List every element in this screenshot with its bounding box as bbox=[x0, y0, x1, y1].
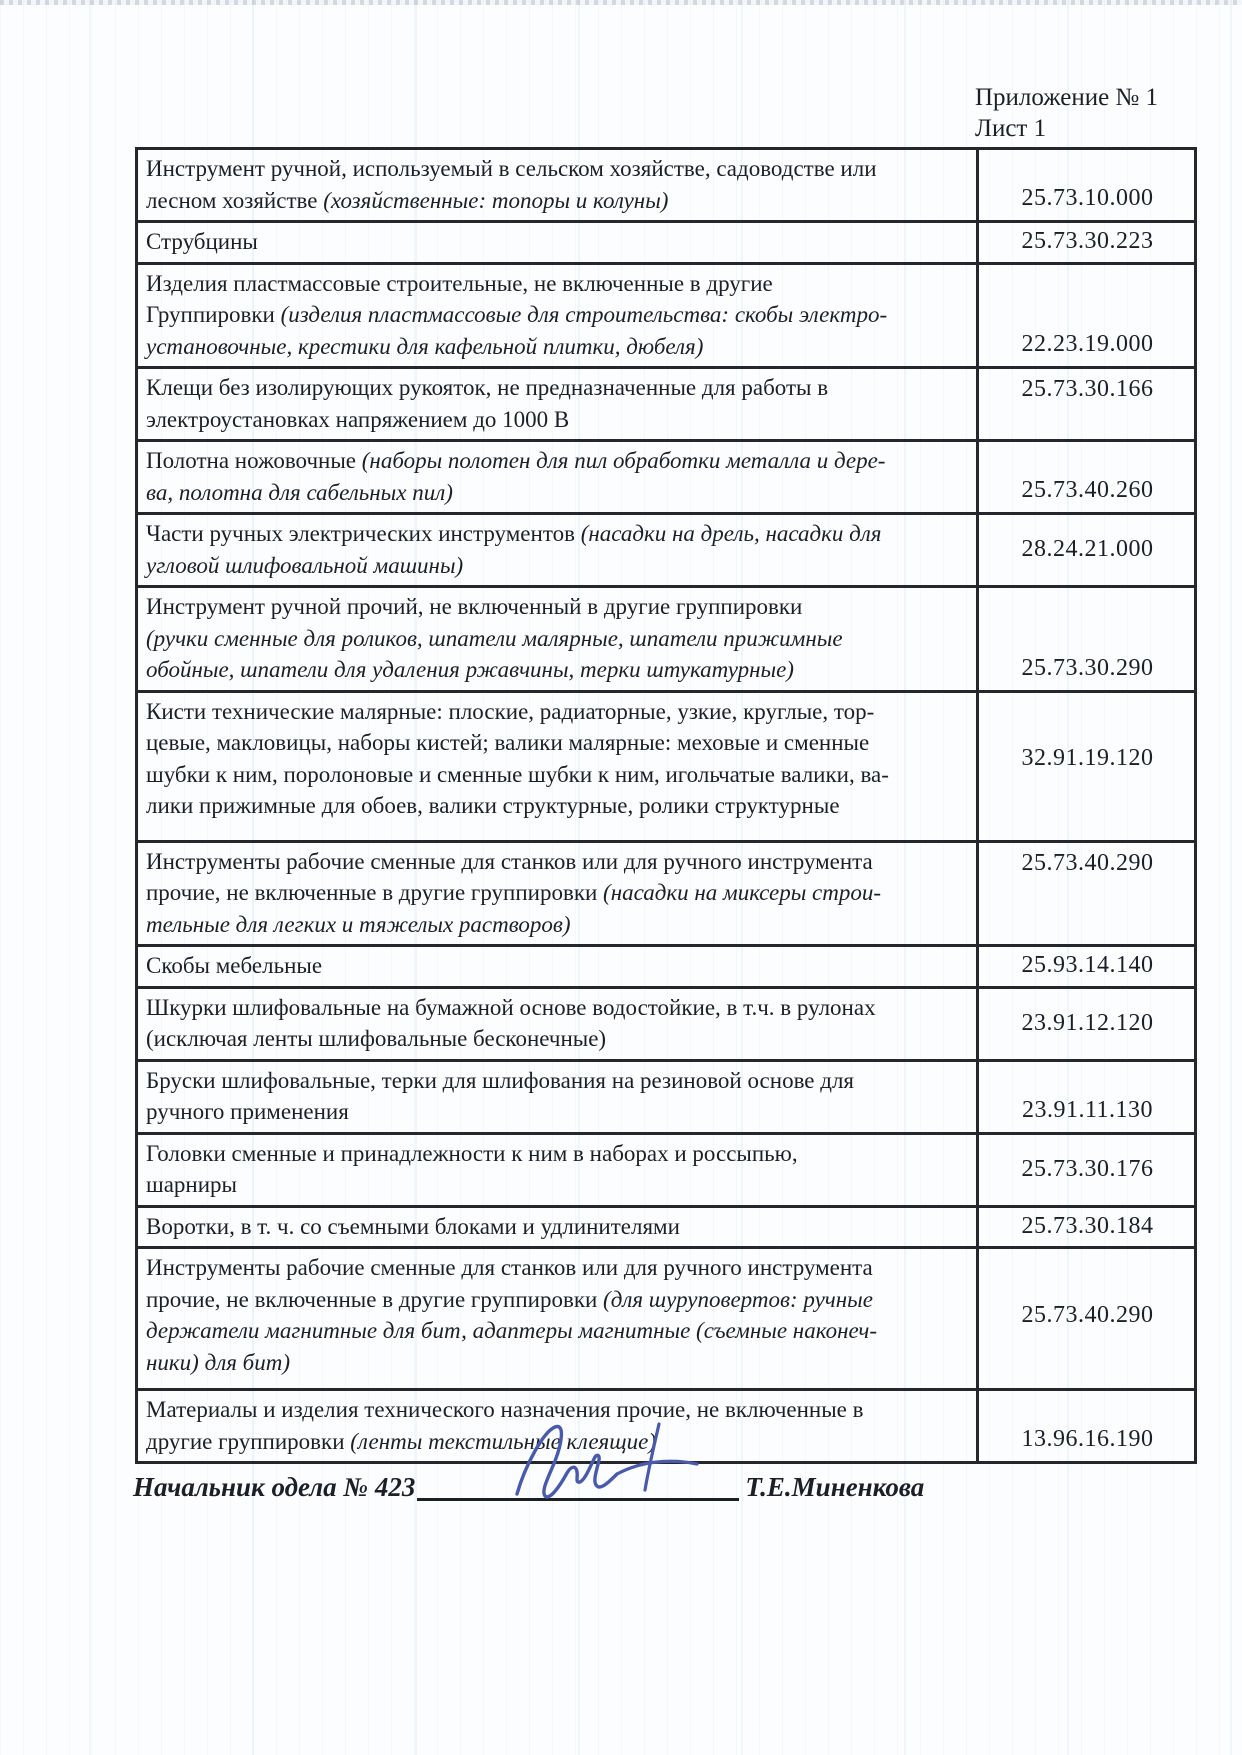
table-row bbox=[137, 263, 1196, 368]
codes-table-body bbox=[137, 149, 1196, 1463]
signature-block bbox=[133, 1458, 924, 1503]
position-label: Начальник одела № 423 bbox=[133, 1472, 416, 1502]
item-description: Инструменты рабочие сменные для станков или для ручного инструмента прочие, не включенные в другие группировки (для шуруповертов: ручные держатели магнитные для бит, адаптеры магнитные (съемные наконеч- ники) для бит) bbox=[137, 1248, 978, 1390]
table-row bbox=[137, 987, 1196, 1060]
item-code: 25.73.30.176 bbox=[978, 1133, 1196, 1206]
item-code: 25.73.40.290 bbox=[978, 1248, 1196, 1390]
item-description: Части ручных электрических инструментов (насадки на дрель, насадки для угловой шлифовальной машины) bbox=[137, 514, 978, 587]
item-description: Инструменты рабочие сменные для станков или для ручного инструмента прочие, не включенные в другие группировки (насадки на миксеры строи- тельные для легких и тяжелых растворов) bbox=[137, 841, 978, 946]
table-row bbox=[137, 1060, 1196, 1133]
item-code: 25.73.40.290 bbox=[978, 841, 1196, 946]
table-row bbox=[137, 368, 1196, 441]
item-code: 25.73.30.290 bbox=[978, 587, 1196, 692]
signature-scribble-icon bbox=[509, 1418, 709, 1504]
item-code: 25.73.30.166 bbox=[978, 368, 1196, 441]
item-description: Инструмент ручной прочий, не включенный в другие группировки (ручки сменные для роликов, шпатели малярные, шпатели прижимные обойные, шпатели для удаления ржавчины, терки штукатурные) bbox=[137, 587, 978, 692]
item-description: Бруски шлифовальные, терки для шлифования на резиновой основе для ручного применения bbox=[137, 1060, 978, 1133]
appendix-note bbox=[975, 82, 1158, 144]
item-description: Струбцины bbox=[137, 222, 978, 264]
table-row bbox=[137, 587, 1196, 692]
item-code: 25.93.14.140 bbox=[978, 946, 1196, 988]
product-codes-table bbox=[135, 147, 1197, 1464]
table-row bbox=[137, 841, 1196, 946]
item-description: Скобы мебельные bbox=[137, 946, 978, 988]
sheet-label: Лист 1 bbox=[975, 115, 1047, 142]
appendix-label: Приложение № 1 bbox=[975, 84, 1159, 111]
table-row bbox=[137, 946, 1196, 988]
signer-name: Т.Е.Миненкова bbox=[745, 1472, 925, 1502]
item-code: 25.73.30.223 bbox=[978, 222, 1196, 264]
item-code: 28.24.21.000 bbox=[978, 514, 1196, 587]
scan-noise-band bbox=[0, 0, 1242, 5]
table-row bbox=[137, 1206, 1196, 1248]
item-code: 25.73.30.184 bbox=[978, 1206, 1196, 1248]
item-description: Полотна ножовочные (наборы полотен для пил обработки металла и дере- ва, полотна для сабельных пил) bbox=[137, 441, 978, 514]
table-row bbox=[137, 222, 1196, 264]
table-row bbox=[137, 441, 1196, 514]
table-row bbox=[137, 1248, 1196, 1390]
item-description: Кисти технические малярные: плоские, радиаторные, узкие, круглые, тор- цевые, макловицы, наборы кистей; валики малярные: меховые и сменные шубки к ним, поролоновые и сменные шубки к ним, игольчатые валики, ва- лики прижимные для обоев, валики структурные, ролики структурные bbox=[137, 691, 978, 841]
table-row bbox=[137, 1133, 1196, 1206]
item-description: Шкурки шлифовальные на бумажной основе водостойкие, в т.ч. в рулонах (исключая ленты шлифовальные бесконечные) bbox=[137, 987, 978, 1060]
item-code: 32.91.19.120 bbox=[978, 691, 1196, 841]
table-row bbox=[137, 149, 1196, 222]
item-code: 25.73.10.000 bbox=[978, 149, 1196, 222]
item-description: Изделия пластмассовые строительные, не включенные в другие Группировки (изделия пластмассовые для строительства: скобы электро- установочные, крестики для кафельной плитки, дюбеля) bbox=[137, 263, 978, 368]
item-description: Клещи без изолирующих рукояток, не предназначенные для работы в электроустановках напряжением до 1000 В bbox=[137, 368, 978, 441]
item-description: Материалы и изделия технического назначения прочие, не включенные в другие группировки (ленты текстильные клеящие) bbox=[137, 1390, 978, 1463]
item-description: Инструмент ручной, используемый в сельском хозяйстве, садоводстве или лесном хозяйстве (хозяйственные: топоры и колуны) bbox=[137, 149, 978, 222]
item-code: 23.91.12.120 bbox=[978, 987, 1196, 1060]
item-code: 23.91.11.130 bbox=[978, 1060, 1196, 1133]
item-code: 25.73.40.260 bbox=[978, 441, 1196, 514]
table-row bbox=[137, 691, 1196, 841]
item-description: Воротки, в т. ч. со съемными блоками и удлинителями bbox=[137, 1206, 978, 1248]
table-row bbox=[137, 514, 1196, 587]
signature-line bbox=[417, 1458, 739, 1501]
item-code: 13.96.16.190 bbox=[978, 1390, 1196, 1463]
item-code: 22.23.19.000 bbox=[978, 263, 1196, 368]
item-description: Головки сменные и принадлежности к ним в наборах и россыпью, шарниры bbox=[137, 1133, 978, 1206]
